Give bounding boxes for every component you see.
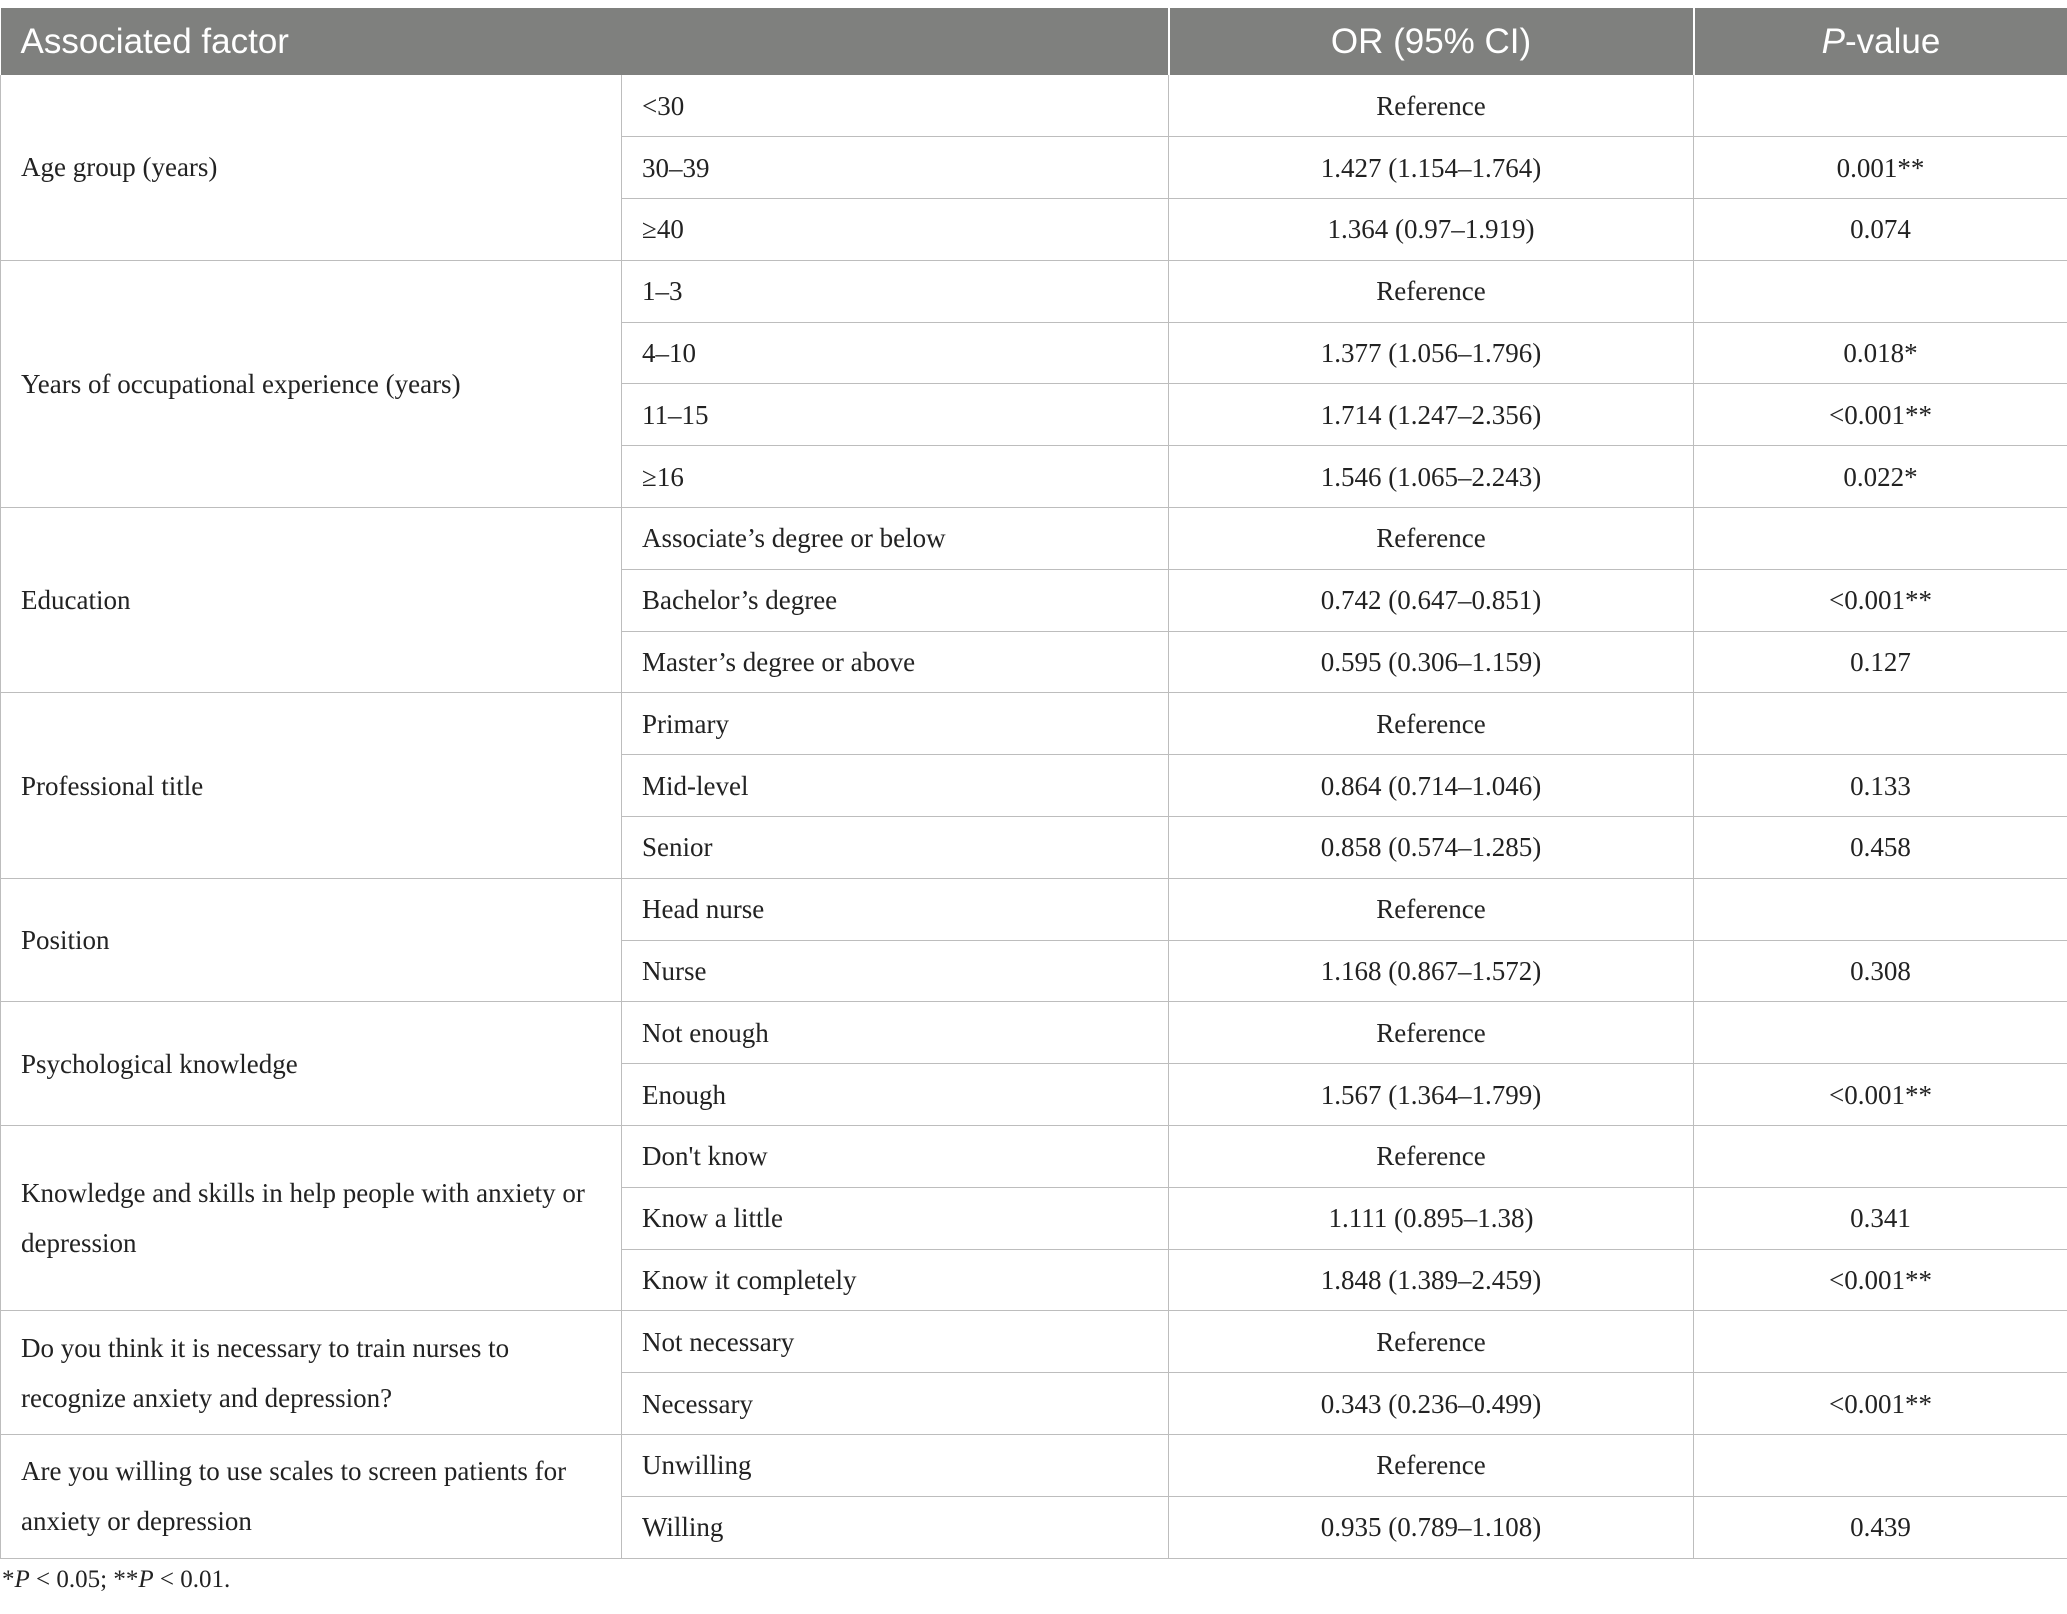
p-value-cell xyxy=(1694,1126,2067,1188)
level-cell: Bachelor’s degree xyxy=(622,569,1169,631)
or-ci-cell: Reference xyxy=(1169,508,1694,570)
p-value-cell: <0.001** xyxy=(1694,1373,2067,1435)
level-cell: 4–10 xyxy=(622,322,1169,384)
p-value-cell xyxy=(1694,693,2067,755)
factor-cell: Psychological knowledge xyxy=(1,1002,622,1126)
or-ci-cell: 0.343 (0.236–0.499) xyxy=(1169,1373,1694,1435)
factor-cell: Years of occupational experience (years) xyxy=(1,260,622,507)
or-ci-cell: Reference xyxy=(1169,75,1694,137)
or-ci-cell: Reference xyxy=(1169,1126,1694,1188)
or-ci-cell: 1.714 (1.247–2.356) xyxy=(1169,384,1694,446)
table-row xyxy=(1,878,2067,940)
table-header xyxy=(1,8,2067,75)
level-cell: Senior xyxy=(622,817,1169,879)
level-cell: 11–15 xyxy=(622,384,1169,446)
p-value-cell: 0.458 xyxy=(1694,817,2067,879)
p-value-cell: 0.074 xyxy=(1694,199,2067,261)
p-value-cell xyxy=(1694,1002,2067,1064)
p-value-cell xyxy=(1694,260,2067,322)
p-value-cell: 0.127 xyxy=(1694,631,2067,693)
or-ci-cell: 0.864 (0.714–1.046) xyxy=(1169,755,1694,817)
p-value-cell: <0.001** xyxy=(1694,1249,2067,1311)
p-value-cell: <0.001** xyxy=(1694,384,2067,446)
table-row xyxy=(1,1002,2067,1064)
level-cell: ≥40 xyxy=(622,199,1169,261)
level-cell: Enough xyxy=(622,1064,1169,1126)
p-value-cell: <0.001** xyxy=(1694,1064,2067,1126)
header-p-italic: P xyxy=(1821,21,1846,61)
level-cell: ≥16 xyxy=(622,446,1169,508)
p-value-cell: 0.022* xyxy=(1694,446,2067,508)
footnote-p1: P xyxy=(14,1566,30,1593)
footnote-p2: P xyxy=(138,1566,154,1593)
table-body xyxy=(1,75,2067,1558)
results-table-container xyxy=(0,8,2067,1559)
table-footnote xyxy=(2,1566,230,1594)
or-ci-cell: Reference xyxy=(1169,260,1694,322)
level-cell: Not enough xyxy=(622,1002,1169,1064)
or-ci-cell: 0.595 (0.306–1.159) xyxy=(1169,631,1694,693)
factor-cell: Education xyxy=(1,508,622,693)
table-row xyxy=(1,508,2067,570)
p-value-cell xyxy=(1694,1311,2067,1373)
or-ci-cell: 1.567 (1.364–1.799) xyxy=(1169,1064,1694,1126)
level-cell: Associate’s degree or below xyxy=(622,508,1169,570)
or-ci-cell: 1.111 (0.895–1.38) xyxy=(1169,1187,1694,1249)
or-ci-cell: 0.858 (0.574–1.285) xyxy=(1169,817,1694,879)
level-cell: Master’s degree or above xyxy=(622,631,1169,693)
or-ci-cell: 1.364 (0.97–1.919) xyxy=(1169,199,1694,261)
header-p-rest: -value xyxy=(1845,21,1941,61)
or-ci-cell: Reference xyxy=(1169,878,1694,940)
factor-cell: Professional title xyxy=(1,693,622,878)
p-value-cell xyxy=(1694,1435,2067,1497)
table-row xyxy=(1,1435,2067,1497)
header-row xyxy=(1,8,2067,75)
header-or-ci: OR (95% CI) xyxy=(1169,8,1694,75)
header-p-value xyxy=(1694,8,2067,75)
or-ci-cell: 1.848 (1.389–2.459) xyxy=(1169,1249,1694,1311)
level-cell: Unwilling xyxy=(622,1435,1169,1497)
level-cell: Not necessary xyxy=(622,1311,1169,1373)
or-ci-cell: Reference xyxy=(1169,1435,1694,1497)
or-ci-cell: 1.546 (1.065–2.243) xyxy=(1169,446,1694,508)
factor-cell: Are you willing to use scales to screen patients for anxiety or depression xyxy=(1,1435,622,1559)
p-value-cell: 0.341 xyxy=(1694,1187,2067,1249)
footnote-text2: < 0.01. xyxy=(153,1566,231,1593)
p-value-cell: 0.133 xyxy=(1694,755,2067,817)
level-cell: 30–39 xyxy=(622,137,1169,199)
p-value-cell xyxy=(1694,75,2067,137)
or-ci-cell: 1.427 (1.154–1.764) xyxy=(1169,137,1694,199)
header-associated-factor: Associated factor xyxy=(1,8,1169,75)
factor-cell: Do you think it is necessary to train nurses to recognize anxiety and depression? xyxy=(1,1311,622,1435)
level-cell: Don't know xyxy=(622,1126,1169,1188)
table-row xyxy=(1,1311,2067,1373)
p-value-cell: 0.308 xyxy=(1694,940,2067,1002)
footnote-text1: < 0.05; ** xyxy=(29,1566,139,1593)
level-cell: Primary xyxy=(622,693,1169,755)
table-row xyxy=(1,1126,2067,1188)
level-cell: Nurse xyxy=(622,940,1169,1002)
footnote-star: * xyxy=(2,1566,15,1593)
p-value-cell: 0.439 xyxy=(1694,1496,2067,1558)
level-cell: 1–3 xyxy=(622,260,1169,322)
p-value-cell: 0.001** xyxy=(1694,137,2067,199)
level-cell: Necessary xyxy=(622,1373,1169,1435)
level-cell: Know it completely xyxy=(622,1249,1169,1311)
p-value-cell: <0.001** xyxy=(1694,569,2067,631)
p-value-cell: 0.018* xyxy=(1694,322,2067,384)
or-ci-cell: Reference xyxy=(1169,693,1694,755)
or-ci-cell: 0.742 (0.647–0.851) xyxy=(1169,569,1694,631)
or-ci-cell: 0.935 (0.789–1.108) xyxy=(1169,1496,1694,1558)
level-cell: Know a little xyxy=(622,1187,1169,1249)
or-ci-cell: Reference xyxy=(1169,1002,1694,1064)
factor-cell: Knowledge and skills in help people with anxiety or depression xyxy=(1,1126,622,1311)
factor-cell: Age group (years) xyxy=(1,75,622,260)
table-row xyxy=(1,693,2067,755)
level-cell: Mid-level xyxy=(622,755,1169,817)
factor-cell: Position xyxy=(1,878,622,1002)
p-value-cell xyxy=(1694,508,2067,570)
table-row xyxy=(1,75,2067,137)
p-value-cell xyxy=(1694,878,2067,940)
table-row xyxy=(1,260,2067,322)
level-cell: Willing xyxy=(622,1496,1169,1558)
or-ci-cell: 1.168 (0.867–1.572) xyxy=(1169,940,1694,1002)
level-cell: Head nurse xyxy=(622,878,1169,940)
or-ci-cell: 1.377 (1.056–1.796) xyxy=(1169,322,1694,384)
or-ci-cell: Reference xyxy=(1169,1311,1694,1373)
odds-ratio-table xyxy=(0,8,2067,1559)
level-cell: <30 xyxy=(622,75,1169,137)
